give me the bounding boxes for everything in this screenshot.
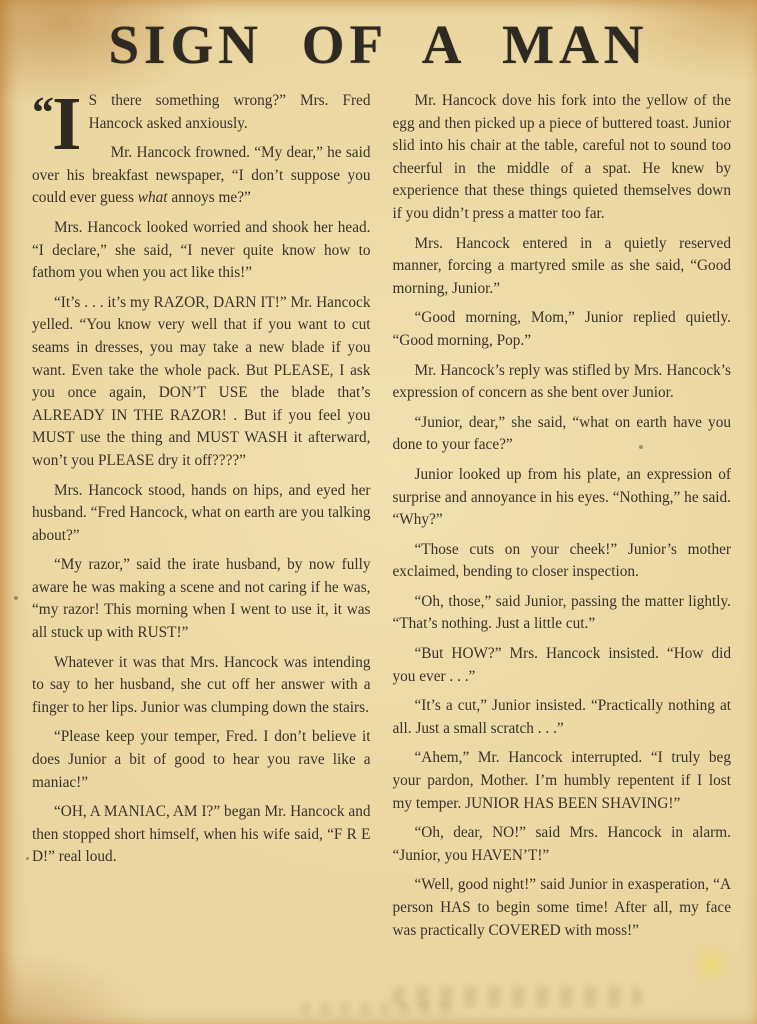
story-paragraph: “Oh, those,” said Junior, passing the matter lightly. “That’s nothing. Just a little cut.” bbox=[392, 592, 731, 633]
story-paragraph: “Well, good night!” said Junior in exasperation, “A person HAS to begin some time! After all, my face was practically COVERED with moss!” bbox=[392, 876, 731, 939]
story-paragraph: “OH, A MANIAC, AM I?” began Mr. Hancock and then stopped short himself, when his wife said, “F R E D!” real loud. bbox=[32, 803, 371, 866]
story-paragraph: “My razor,” said the irate husband, by now fully aware he was making a scene and not caring if he was, “my razor! This morning when I went to use it, it was all stuck up with RUST!” bbox=[32, 556, 371, 642]
story-paragraph: “Oh, dear, NO!” said Mrs. Hancock in alarm. “Junior, you HAVEN’T!” bbox=[392, 824, 731, 864]
story-paragraph: “Please keep your temper, Fred. I don’t believe it does Junior a bit of good to hear you rave like a maniac!” bbox=[32, 728, 371, 791]
story-paragraph: “It’s . . . it’s my RAZOR, DARN IT!” Mr. Hancock yelled. “You know very well that if you want to cut seams in dresses, you may take a new blade if you want. Even take the whole pack. But PLEASE, I ask you once again, DON’T USE the blade that’s ALREADY IN THE RAZOR! . But if you feel you MUST use the thing and MUST WASH it afterward, won’t you PLEASE dry it off????” bbox=[32, 293, 371, 469]
story-paragraph: “It’s a cut,” Junior insisted. “Practically nothing at all. Just a small scratch . . .” bbox=[392, 697, 731, 737]
yellow-stain bbox=[688, 944, 734, 984]
story-paragraph: Mr. Hancock’s reply was stifled by Mrs. Hancock’s expression of concern as she bent over Junior. bbox=[392, 361, 731, 402]
story-paragraph: Mr. Hancock frowned. “My dear,” he said over his breakfast newspaper, “I don’t suppose you could ever guess what annoys me?” bbox=[32, 144, 371, 207]
story-paragraph: “But HOW?” Mrs. Hancock insisted. “How did you ever . . .” bbox=[392, 645, 731, 685]
story-paragraph: “Junior, dear,” she said, “what on earth have you done to your face?” bbox=[392, 413, 731, 454]
left-column bbox=[32, 82, 371, 949]
drop-cap-quote-mark: “ bbox=[32, 88, 50, 137]
two-column-layout bbox=[0, 76, 757, 949]
story-paragraph: Mrs. Hancock stood, hands on hips, and eyed her husband. “Fred Hancock, what on earth are you talking about?” bbox=[32, 481, 371, 544]
drop-cap bbox=[32, 82, 82, 166]
opening-paragraph-text: S there something wrong?” Mrs. Fred Hancock asked anxiously. bbox=[88, 92, 371, 132]
story-paragraph: Mrs. Hancock looked worried and shook her head. “I declare,” she said, “I never quite know how to fathom you when you act like this!” bbox=[32, 218, 371, 282]
right-column bbox=[393, 90, 732, 949]
ink-showthrough-smudge bbox=[392, 986, 642, 1008]
page-title: SIGN OF A MAN bbox=[108, 14, 649, 75]
story-paragraph: Mr. Hancock dove his fork into the yellow of the egg and then picked up a piece of buttered toast. Junior slid into his chair at the table, careful not to sound too cheerful in the middle of a spat. He knew by experience that these things quieted themselves down if you didn’t press a matter too far. bbox=[392, 92, 731, 222]
story-paragraph: Mrs. Hancock entered in a quietly reserved manner, forcing a martyred smile as she said, “Good morning, Junior.” bbox=[392, 234, 731, 297]
story-paragraph: Junior looked up from his plate, an expression of surprise and annoyance in his eyes. “Nothing,” he said. “Why?” bbox=[392, 465, 731, 529]
story-paragraph: Whatever it was that Mrs. Hancock was intending to say to her husband, she cut off her answer with a finger to her lips. Junior was clumping down the stairs. bbox=[32, 653, 371, 716]
opening-paragraph bbox=[32, 82, 371, 166]
story-paragraph: “Good morning, Mom,” Junior replied quietly. “Good morning, Pop.” bbox=[392, 309, 731, 349]
ink-showthrough-smudge bbox=[300, 1002, 450, 1016]
story-paragraph: “Ahem,” Mr. Hancock interrupted. “I truly beg your pardon, Mother. I’m humbly repentent if I lost my temper. JUNIOR HAS BEEN SHAVING!” bbox=[392, 749, 731, 812]
drop-cap-letter: I bbox=[52, 82, 82, 166]
story-paragraph: “Those cuts on your cheek!” Junior’s mother exclaimed, bending to closer inspection. bbox=[392, 540, 731, 581]
